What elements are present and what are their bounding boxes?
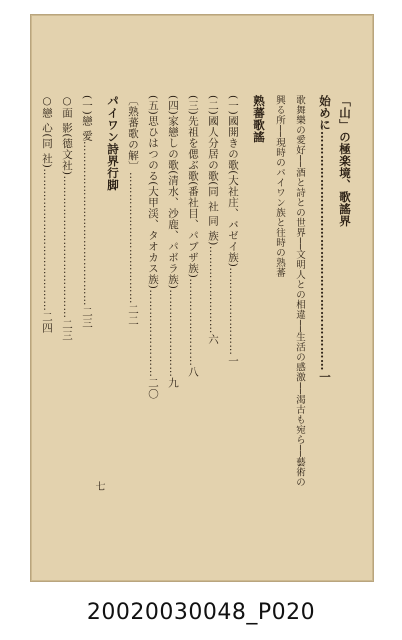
toc-entry: (三)先祖を偲ぶ歌(番社目、パブザ族)……………………八 [187,95,199,378]
intro-line-2: 興る所──現時のパイワン族と往時の熟蕃 [274,95,285,278]
toc-entry: ○戀 心(同 社)…………………………………二四 [41,95,53,334]
entry-page: 二四 [41,311,53,334]
entry-page: 一 [227,355,239,367]
entry-page: 二二 [127,304,139,326]
intro-heading-line: 始めに……………………………………………………一 [318,95,332,383]
entry-label: (五)思ひはつのる(大甲渓、タオカス族) [147,95,159,290]
table-of-contents [37,95,355,535]
jukuban-heading: 熟蕃歌謠 [252,95,266,143]
entry-label: ○面 影(德文社) [61,95,73,176]
entry-label: ○戀 心(同 社) [41,95,53,169]
book-page [30,14,374,582]
entry-label: (二)國人分居の歌(同 社 同 族) [207,95,219,246]
paiwan-subheading: (一)戀 愛 [81,95,93,142]
entry-label: (一)國開きの歌(大社庄、バゼイ族) [227,95,239,268]
intro-page-number: 一 [318,371,332,383]
toc-entry: ○面 影(德文社)…………………………………二三 [61,95,73,341]
toc-entry: (一)國開きの歌(大社庄、バゼイ族)……………………一 [227,95,239,367]
entry-label: 〔熟蕃歌の解〕 [127,95,139,172]
entry-page: 九 [167,377,179,389]
toc-entry: (二)國人分居の歌(同 社 同 族)……………………六 [207,95,219,345]
page-folio: 七 [93,481,104,491]
entry-page: 二〇 [147,377,159,400]
entry-label: (三)先祖を偲ぶ歌(番社目、パブザ族) [187,95,199,279]
entry-page: 六 [207,333,219,345]
paiwan-heading: パイワン詩界行脚 [106,95,120,191]
intro-heading: 始めに [318,95,332,131]
entry-page: 八 [187,366,199,378]
toc-entry: (四)家戀しの歌(清水、沙鹿、パボラ族)……………………九 [167,95,179,389]
toc-entry: 〔熟蕃歌の解〕………………………………二二 [127,95,139,326]
entry-page: 二三 [81,306,93,329]
section-title: 「山」の極楽境、歌謠界 [338,95,352,227]
entry-page: 二三 [61,318,73,341]
entry-label: (四)家戀しの歌(清水、沙鹿、パボラ族) [167,95,179,290]
toc-entry: (五)思ひはつのる(大甲渓、タオカス族)……………………二〇 [147,95,159,400]
toc-entry: (一)戀 愛………………………………………二三 [81,95,93,329]
image-caption: 20020030048_P020 [86,600,316,625]
intro-line-1: 歌舞樂の愛好──酒と詩との世界──文明人との相違──生活の感激──渴古も宛ら──藝術の [294,95,305,488]
